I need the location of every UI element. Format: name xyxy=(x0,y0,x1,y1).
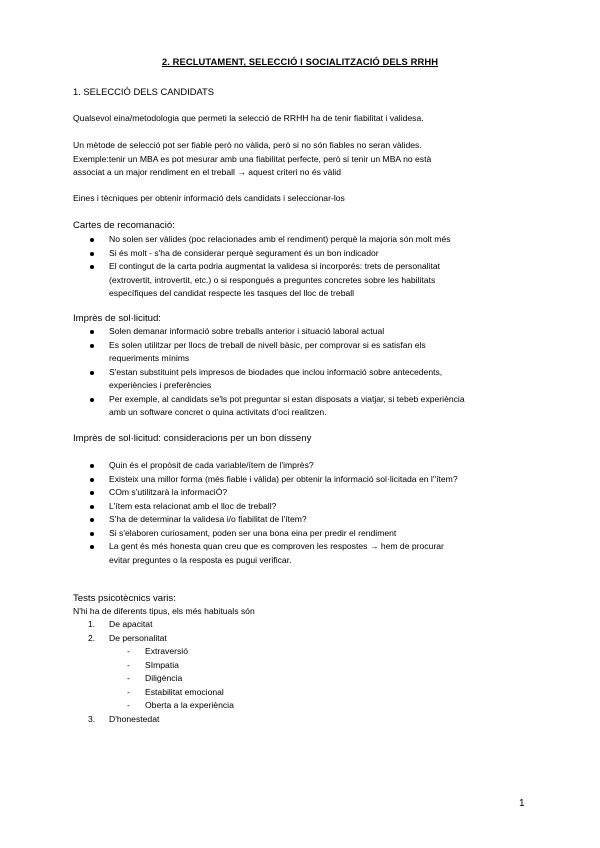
list-item: Si és molt - s'ha de considerar perquè segurament és un bon indicador xyxy=(73,247,533,261)
list-item: 1. De apacitat xyxy=(88,619,153,629)
sublist-item: - Oberta a la experiència xyxy=(127,700,234,710)
tests-heading: Tests psicotècnics varis: xyxy=(73,593,176,604)
bullet-icon xyxy=(90,398,94,402)
method-paragraph xyxy=(73,139,533,180)
bullet-icon xyxy=(90,532,94,536)
consideracions-heading: Imprès de sol·licitud: consideracions per un bon disseny xyxy=(73,433,312,444)
tools-line: Eines i tècniques per obtenir informació dels candidats i seleccionar-los xyxy=(73,193,345,203)
list-item: Quin és el propòsit de cada variable/ítem de l'imprès? xyxy=(73,459,533,473)
list-item: Solen demanar informació sobre treballs anterior i situació laboral actual xyxy=(73,325,533,339)
impres-heading: Imprès de sol·licitud: xyxy=(73,313,161,324)
page-number: 1 xyxy=(519,798,525,809)
personality-sublist xyxy=(73,645,533,713)
list-item: Si s'elaboren curiosament, poden ser una bona eina per predir el rendiment xyxy=(73,527,533,541)
bullet-icon xyxy=(90,464,94,468)
cartes-list xyxy=(73,233,533,301)
consideracions-list xyxy=(73,459,533,567)
sublist-item: - Estabilitat emocional xyxy=(127,686,224,697)
list-item: El contingut de la carta podria augmentat la validesa si incorporés: trets de personalitat (extrovertit, introvertit, etc.) o si respongués a preguntes concretes sobre les habilitats específiques del candidat respecte les tasques del lloc de treball xyxy=(73,260,533,301)
list-item: Per exemple, al candidats se'ls pot preguntar si estan disposats a viatjar, si tebeb experiència amb un software concret o quina activitats d'oci realitzen. xyxy=(73,393,533,420)
impres-list xyxy=(73,325,533,420)
bullet-icon xyxy=(90,252,94,256)
list-item: 3. D'honestedat xyxy=(88,713,160,724)
cartes-heading: Cartes de recomanació: xyxy=(73,220,175,231)
list-item: L'ítem esta relacionat amb el lloc de treball? xyxy=(73,500,533,514)
bullet-icon xyxy=(90,265,94,269)
list-item: COm s'utilitzarà la informaciÓ? xyxy=(73,486,533,500)
list-item: No solen ser vàlides (poc relacionades amb el rendiment) perquè la majoria són molt més xyxy=(73,233,533,247)
list-item: Existeix una millor forma (més fiable i vàlida) per obtenir la informació sol·licitada en l''ítem? xyxy=(73,473,533,487)
list-item: S'ha de determinar la validesa i/o fiabilitat de l'ítem? xyxy=(73,513,533,527)
tests-list xyxy=(73,618,533,726)
paragraph-line: associat a un major rendiment en el treball → aquest criteri no és vàlid xyxy=(73,167,341,177)
tests-subheading: N'hi ha de diferents tipus, els més habituals són xyxy=(73,606,255,616)
bullet-icon xyxy=(90,545,94,549)
list-item: La gent és més honesta quan creu que es comproven les respostes → hem de procurar evitar preguntes o la resposta es pugui verificar. xyxy=(73,540,533,567)
bullet-icon xyxy=(90,478,94,482)
paragraph-line: Exemple:tenir un MBA es pot mesurar amb una fiabilitat perfecte, però si tenir un MBA no està xyxy=(73,153,432,164)
paragraph-line: Un mètode de selecció pot ser fiable però no vàlida, però si no són fiables no seran vàlides. xyxy=(73,140,422,150)
page-title: 2. RECLUTAMENT, SELECCIÓ I SOCIALITZACIÓ DELS RRHH xyxy=(161,56,439,67)
bullet-icon xyxy=(90,371,94,375)
list-item: S'estan substituint pels impresos de biodades que inclou informació sobre antecedents, experiències i preferències xyxy=(73,366,533,393)
bullet-icon xyxy=(90,518,94,522)
list-item: Es solen utilitzar per llocs de treball de nivell bàsic, per comprovar si es satisfan els requeriments mínims xyxy=(73,339,533,366)
section-heading: 1. SELECCIÓ DELS CANDIDATS xyxy=(73,86,215,97)
bullet-icon xyxy=(90,238,94,242)
bullet-icon xyxy=(90,344,94,348)
sublist-item: - SImpatia xyxy=(127,659,179,670)
sublist-item: - Diligència xyxy=(127,673,183,683)
sublist-item: - Extraversió xyxy=(127,646,188,656)
intro-paragraph: Qualsevol eina/metodologia que permeti la selecció de RRHH ha de tenir fiabilitat i validesa. xyxy=(73,113,424,123)
list-item: 2. De personalitat - Extraversió - SImpatia - Diligència - Estabilitat emocional - Oberta a la experiència xyxy=(73,632,533,713)
bullet-icon xyxy=(90,330,94,334)
bullet-icon xyxy=(90,505,94,509)
bullet-icon xyxy=(90,491,94,495)
